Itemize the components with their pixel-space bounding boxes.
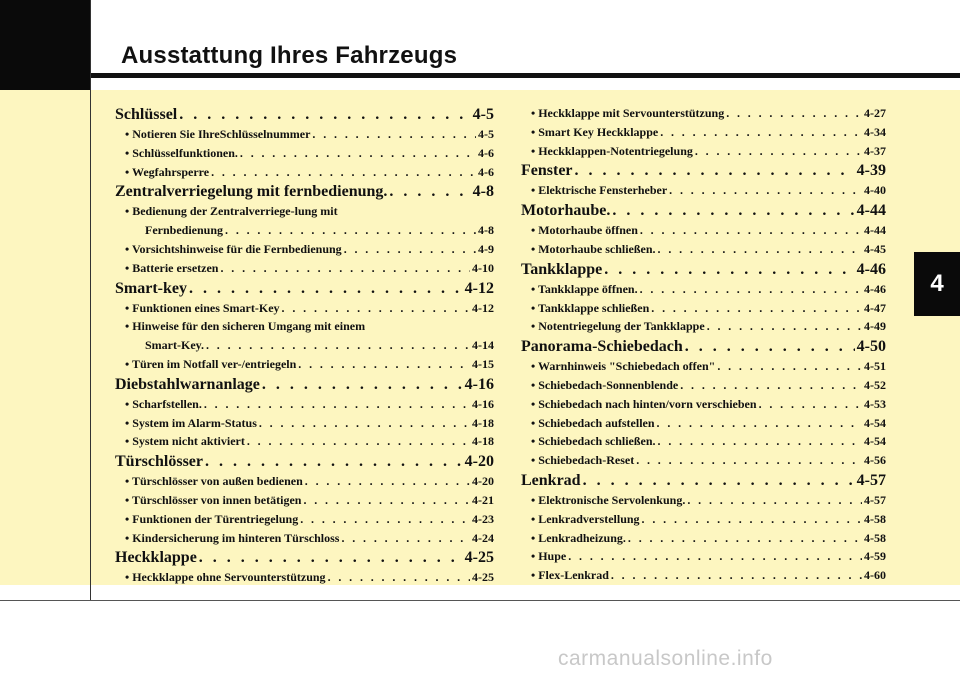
dot-leader <box>328 568 470 587</box>
toc-subentry-label: • System im Alarm-Status <box>125 415 257 430</box>
toc-subentry-page: 4-51 <box>864 359 886 374</box>
footer-divider-line <box>0 600 960 601</box>
dot-leader <box>669 181 862 200</box>
toc-section-label: Türschlösser <box>115 453 203 471</box>
toc-subentry-label: • Elektrische Fensterheber <box>531 183 668 198</box>
toc-subentry-label: • Elektronische Servolenkung. <box>531 492 686 507</box>
toc-subentry-page: 4-56 <box>864 453 886 468</box>
dot-leader <box>303 491 470 510</box>
toc-subentry-label: • Notieren Sie IhreSchlüsselnummer <box>125 127 311 141</box>
toc-subentry-label: • Funktionen der Türentriegelung <box>125 511 299 526</box>
toc-subentry[interactable] <box>521 317 886 336</box>
toc-subentry-page: 4-45 <box>864 241 886 256</box>
toc-subentry[interactable] <box>115 432 494 451</box>
toc-subentry-page: 4-20 <box>472 474 494 489</box>
dot-leader <box>726 104 862 123</box>
dot-leader <box>717 357 862 376</box>
toc-section-label: Zentralverriegelung mit fernbedienung. <box>115 183 388 201</box>
toc-subentry[interactable] <box>521 491 886 510</box>
header-black-block <box>0 0 91 90</box>
toc-subentry[interactable] <box>521 299 886 318</box>
dot-leader <box>262 374 463 395</box>
toc-subentry[interactable] <box>115 336 494 355</box>
toc-subentry-page: 4-44 <box>864 223 886 238</box>
toc-subentry[interactable] <box>115 510 494 529</box>
toc-subentry[interactable] <box>521 395 886 414</box>
toc-subentry[interactable] <box>115 395 494 414</box>
dot-leader <box>259 414 470 433</box>
toc-section-page: 4-39 <box>856 162 886 180</box>
toc-subentry[interactable] <box>115 125 494 144</box>
toc-subentry[interactable] <box>521 221 886 240</box>
dot-leader <box>707 317 862 336</box>
toc-subentry-label: • Batterie ersetzen <box>125 260 219 275</box>
dot-leader <box>695 142 862 161</box>
toc-subentry[interactable] <box>521 357 886 376</box>
toc-subentry[interactable] <box>115 491 494 510</box>
dot-leader <box>687 491 862 510</box>
toc-section-page: 4-50 <box>856 338 886 356</box>
dot-leader <box>220 259 470 278</box>
dot-leader <box>680 376 862 395</box>
toc-section[interactable] <box>521 160 886 181</box>
toc-subentry[interactable] <box>521 529 886 548</box>
dot-leader <box>199 547 463 568</box>
toc-subentry[interactable] <box>521 414 886 433</box>
toc-subentry[interactable] <box>521 547 886 566</box>
toc-subentry-label: • Türschlösser von außen bedienen <box>125 474 303 489</box>
toc-subentry-page: 4-15 <box>472 356 494 371</box>
toc-subentry-page: 4-37 <box>864 143 886 158</box>
dot-leader <box>389 181 470 202</box>
toc-subentry-label: • Funktionen eines Smart-Key <box>125 300 280 315</box>
toc-subentry-label: • Schiebedach-Sonnenblende <box>531 377 679 392</box>
dot-leader <box>651 299 862 318</box>
dot-leader <box>240 144 476 163</box>
toc-subentry-page: 4-47 <box>864 300 886 315</box>
toc-subentry-page: 4-54 <box>864 434 886 449</box>
toc-subentry-label: • Heckklappen-Notentriegelung <box>531 143 693 158</box>
toc-subentry-page: 4-8 <box>478 223 494 238</box>
toc-section-label: Panorama-Schiebedach <box>521 338 683 356</box>
toc-section-page: 4-57 <box>856 471 886 489</box>
toc-subentry[interactable] <box>521 142 886 161</box>
toc-column-right <box>521 104 886 585</box>
toc-section-label: Fenster <box>521 162 573 180</box>
toc-section-page: 4-20 <box>464 453 494 471</box>
toc-subentry-label: • Notentriegelung der Tankklappe <box>531 319 705 334</box>
toc-section[interactable] <box>115 104 494 125</box>
toc-subentry-page: 4-40 <box>864 183 886 198</box>
toc-section[interactable] <box>115 547 494 568</box>
dot-leader <box>205 451 463 472</box>
toc-section-page: 4-5 <box>472 106 494 123</box>
dot-leader <box>247 432 470 451</box>
toc-subentry[interactable] <box>521 376 886 395</box>
dot-leader <box>225 221 476 240</box>
dot-leader <box>612 200 854 221</box>
toc-subentry-label: • Schiebedach aufstellen <box>531 415 655 430</box>
toc-subentry-page: 4-58 <box>864 511 886 526</box>
toc-subentry-page: 4-25 <box>472 570 494 585</box>
toc-section-page: 4-25 <box>464 549 494 567</box>
toc-subentry-label: Smart-Key. <box>145 338 204 353</box>
dot-leader <box>312 125 476 144</box>
dot-leader <box>189 278 463 299</box>
toc-section-page: 4-16 <box>464 375 494 393</box>
toc-subentry-label: • Schlüsselfunktionen. <box>125 145 238 160</box>
toc-subentry-page: 4-21 <box>472 492 494 507</box>
toc-section-label: Diebstahlwarnanlage <box>115 375 260 393</box>
toc-section[interactable] <box>521 259 886 280</box>
dot-leader <box>660 123 862 142</box>
toc-section-label: Heckklappe <box>115 549 197 567</box>
toc-subentry-label[interactable]: • Bedienung der Zentralverriege-lung mit <box>125 204 338 219</box>
toc-subentry-label: • Warnhinweis "Schiebedach offen" <box>531 359 716 374</box>
dot-leader <box>575 160 855 181</box>
toc-subentry-label: • Tankklappe schließen <box>531 300 650 315</box>
toc-subentry-label: • Scharfstellen. <box>125 396 202 411</box>
toc-section-page: 4-44 <box>856 202 886 220</box>
dot-leader <box>300 510 470 529</box>
toc-subentry-page: 4-23 <box>472 511 494 526</box>
dot-leader <box>640 221 862 240</box>
toc-subentry-label[interactable]: • Hinweise für den sicheren Umgang mit einem <box>125 319 366 334</box>
toc-subentry-page: 4-49 <box>864 319 886 334</box>
dot-leader <box>341 529 470 548</box>
toc-subentry[interactable] <box>115 414 494 433</box>
toc-subentry-page: 4-27 <box>864 106 886 120</box>
toc-subentry-page: 4-9 <box>478 241 494 256</box>
dot-leader <box>604 259 854 280</box>
toc-section[interactable] <box>115 278 494 299</box>
toc-subentry-page: 4-53 <box>864 396 886 411</box>
dot-leader <box>344 240 476 259</box>
toc-subentry-label: • Heckklappe ohne Servounterstützung <box>125 570 326 585</box>
toc-subentry-label: • Flex-Lenkrad <box>531 568 609 583</box>
toc-subentry[interactable] <box>115 163 494 182</box>
toc-subentry-label: • Motorhaube schließen. <box>531 241 656 256</box>
toc-section-page: 4-46 <box>856 260 886 278</box>
toc-subentry-page: 4-16 <box>472 396 494 411</box>
dot-leader <box>206 336 470 355</box>
toc-section[interactable] <box>521 336 886 357</box>
dot-leader <box>211 163 476 182</box>
watermark: carmanualsonline.info <box>558 647 773 670</box>
toc-subentry-page: 4-54 <box>864 415 886 430</box>
toc-subentry-page: 4-59 <box>864 549 886 564</box>
toc-subentry-label: • Türen im Notfall ver-/entriegeln <box>125 356 297 371</box>
toc-subentry-label: • Schiebedach schließen. <box>531 434 656 449</box>
toc-subentry[interactable] <box>115 355 494 374</box>
toc-subentry-label: • Heckklappe mit Servounterstützung <box>531 106 725 120</box>
toc-section-label: Tankklappe <box>521 260 603 278</box>
toc-subentry[interactable] <box>521 240 886 259</box>
toc-subentry-page: 4-5 <box>478 127 494 141</box>
dot-leader <box>658 432 862 451</box>
toc-subentry[interactable] <box>115 568 494 587</box>
toc-subentry[interactable] <box>115 472 494 491</box>
page-title: Ausstattung Ihres Fahrzeugs <box>121 42 458 69</box>
dot-leader <box>179 104 470 125</box>
dot-leader <box>642 510 862 529</box>
toc-subentry[interactable] <box>115 299 494 318</box>
toc-section[interactable] <box>521 200 886 221</box>
toc-subentry-page: 4-46 <box>864 281 886 296</box>
chapter-tab[interactable]: 4 <box>914 252 960 316</box>
toc-subentry-page: 4-10 <box>472 260 494 275</box>
toc-subentry-label: • Vorsichtshinweise für die Fernbedienung <box>125 241 342 256</box>
toc-section-page: 4-8 <box>472 183 494 201</box>
dot-leader <box>611 566 862 585</box>
toc-subentry-label: Fernbedienung <box>145 223 224 238</box>
toc-subentry-label: • Schiebedach-Reset <box>531 453 635 468</box>
toc-section[interactable] <box>115 451 494 472</box>
dot-leader <box>657 414 862 433</box>
toc-subentry[interactable] <box>521 510 886 529</box>
margin-divider-line <box>90 0 91 600</box>
dot-leader <box>298 355 470 374</box>
toc-subentry-page: 4-12 <box>472 300 494 315</box>
toc-subentry-label: • Motorhaube öffnen <box>531 223 638 238</box>
toc-subentry-label: • Lenkradheizung. <box>531 530 626 545</box>
toc-subentry-page: 4-60 <box>864 568 886 583</box>
toc-subentry[interactable] <box>115 144 494 163</box>
toc-subentry[interactable] <box>521 104 886 123</box>
toc-subentry-page: 4-24 <box>472 530 494 545</box>
toc-subentry-page: 4-18 <box>472 434 494 449</box>
toc-section[interactable] <box>115 374 494 395</box>
dot-leader <box>305 472 470 491</box>
toc-subentry-page: 4-34 <box>864 124 886 139</box>
dot-leader <box>628 529 862 548</box>
toc-subentry[interactable] <box>521 181 886 200</box>
toc-subentry[interactable] <box>521 566 886 585</box>
toc-subentry-page: 4-58 <box>864 530 886 545</box>
toc-subentry-page: 4-18 <box>472 415 494 430</box>
toc-section[interactable] <box>521 470 886 491</box>
dot-leader <box>658 240 862 259</box>
toc-subentry-label: • Smart Key Heckklappe <box>531 124 659 139</box>
toc-subentry-label: • Kindersicherung im hinteren Türschloss <box>125 530 340 545</box>
toc-subentry[interactable] <box>115 240 494 259</box>
toc-subentry-label: • System nicht aktiviert <box>125 434 245 449</box>
dot-leader <box>759 395 862 414</box>
toc-section-label: Schlüssel <box>115 106 178 123</box>
toc-subentry[interactable] <box>521 432 886 451</box>
dot-leader <box>282 299 470 318</box>
dot-leader <box>636 451 862 470</box>
toc-section-label: Motorhaube. <box>521 202 611 220</box>
toc-subentry-label: • Tankklappe öffnen. <box>531 281 638 296</box>
toc-subentry-label: • Lenkradverstellung <box>531 511 640 526</box>
toc-subentry[interactable] <box>115 529 494 548</box>
toc-subentry-page: 4-6 <box>478 164 494 179</box>
toc-subentry-page: 4-14 <box>472 338 494 353</box>
toc-column-left <box>115 104 494 587</box>
toc-subentry-label: • Hupe <box>531 549 567 564</box>
toc-section[interactable] <box>115 181 494 202</box>
toc-section-page: 4-12 <box>464 279 494 297</box>
dot-leader <box>568 547 862 566</box>
toc-subentry-page: 4-57 <box>864 492 886 507</box>
toc-subentry[interactable] <box>521 451 886 470</box>
toc-subentry-label: • Schiebedach nach hinten/vorn verschieben <box>531 396 757 411</box>
toc-subentry[interactable] <box>521 123 886 142</box>
toc-subentry[interactable] <box>115 221 494 240</box>
dot-leader <box>204 395 470 414</box>
toc-section-label: Smart-key <box>115 279 187 297</box>
toc-section-label: Lenkrad <box>521 471 581 489</box>
toc-subentry-page: 4-52 <box>864 377 886 392</box>
toc-subentry[interactable] <box>115 259 494 278</box>
dot-leader <box>685 336 855 357</box>
dot-leader <box>583 470 855 491</box>
toc-subentry[interactable] <box>521 280 886 299</box>
toc-subentry-label: • Türschlösser von innen betätigen <box>125 492 302 507</box>
toc-subentry-page: 4-6 <box>478 145 494 160</box>
toc-subentry-label: • Wegfahrsperre <box>125 164 210 179</box>
title-underline <box>91 73 960 78</box>
dot-leader <box>640 280 862 299</box>
